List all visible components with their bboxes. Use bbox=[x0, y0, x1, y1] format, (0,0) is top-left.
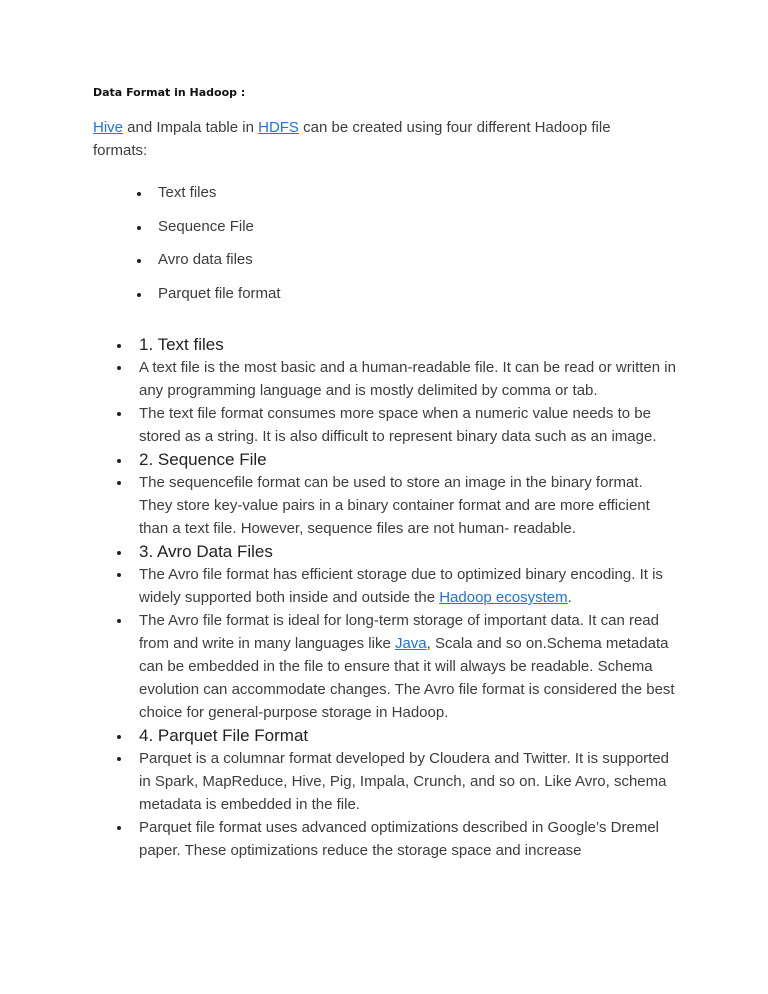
list-item: The text file format consumes more space when a numeric value needs to be stored as a string. It is also difficult to represent binary data such as an image. bbox=[116, 402, 676, 448]
section-heading-text-files: 1. Text files bbox=[116, 333, 676, 356]
list-item bbox=[116, 609, 676, 724]
list-item: The sequencefile format can be used to store an image in the binary format. They store key-value pairs in a binary container format and are more efficient than a text file. However, sequence files are not human- readable. bbox=[116, 471, 676, 540]
intro-paragraph bbox=[93, 116, 653, 162]
java-link[interactable]: Java bbox=[394, 635, 427, 652]
list-item: Parquet file format uses advanced optimizations described in Google’s Dremel paper. These optimizations reduce the storage space and increase bbox=[116, 816, 676, 862]
avro-text-1: The Avro file format has efficient storage due to optimized binary encoding. It is widely supported both inside and outside the bbox=[139, 566, 663, 606]
avro-text-1-end: . bbox=[567, 589, 572, 606]
format-item: Text files bbox=[136, 182, 281, 216]
format-list bbox=[136, 182, 281, 316]
avro-text-2-end: , Scala and so on.Schema metadata can be embedded in the file to ensure that it will always be readable. Schema evolution can accommodate changes. The Avro file format is considered the best choice for general-purpose storage in Hadoop. bbox=[139, 635, 675, 721]
hdfs-link[interactable]: HDFS bbox=[258, 119, 299, 136]
avro-text-2: The Avro file format is ideal for long-term storage of important data. It can read from and write in many languages like bbox=[139, 612, 659, 652]
section-heading-avro: 3. Avro Data Files bbox=[116, 540, 676, 563]
intro-text-2: can be created using four different Hadoop file formats: bbox=[93, 119, 611, 159]
list-item: Parquet is a columnar format developed by Cloudera and Twitter. It is supported in Spark, MapReduce, Hive, Pig, Impala, Crunch, and so on. Like Avro, schema metadata is embedded in the file. bbox=[116, 747, 676, 816]
hive-link[interactable]: Hive bbox=[93, 119, 124, 136]
list-item bbox=[116, 563, 676, 609]
intro-text-1: and Impala table in bbox=[123, 119, 259, 136]
details-list bbox=[116, 333, 676, 862]
format-item: Parquet file format bbox=[136, 283, 281, 317]
section-heading-parquet: 4. Parquet File Format bbox=[116, 724, 676, 747]
page-title: Data Format in Hadoop : bbox=[93, 86, 246, 99]
section-heading-sequence-file: 2. Sequence File bbox=[116, 448, 676, 471]
format-item: Sequence File bbox=[136, 216, 281, 250]
format-item: Avro data files bbox=[136, 249, 281, 283]
list-item: A text file is the most basic and a human-readable file. It can be read or written in any programming language and is mostly delimited by comma or tab. bbox=[116, 356, 676, 402]
hadoop-ecosystem-link[interactable]: Hadoop ecosystem bbox=[439, 589, 568, 606]
